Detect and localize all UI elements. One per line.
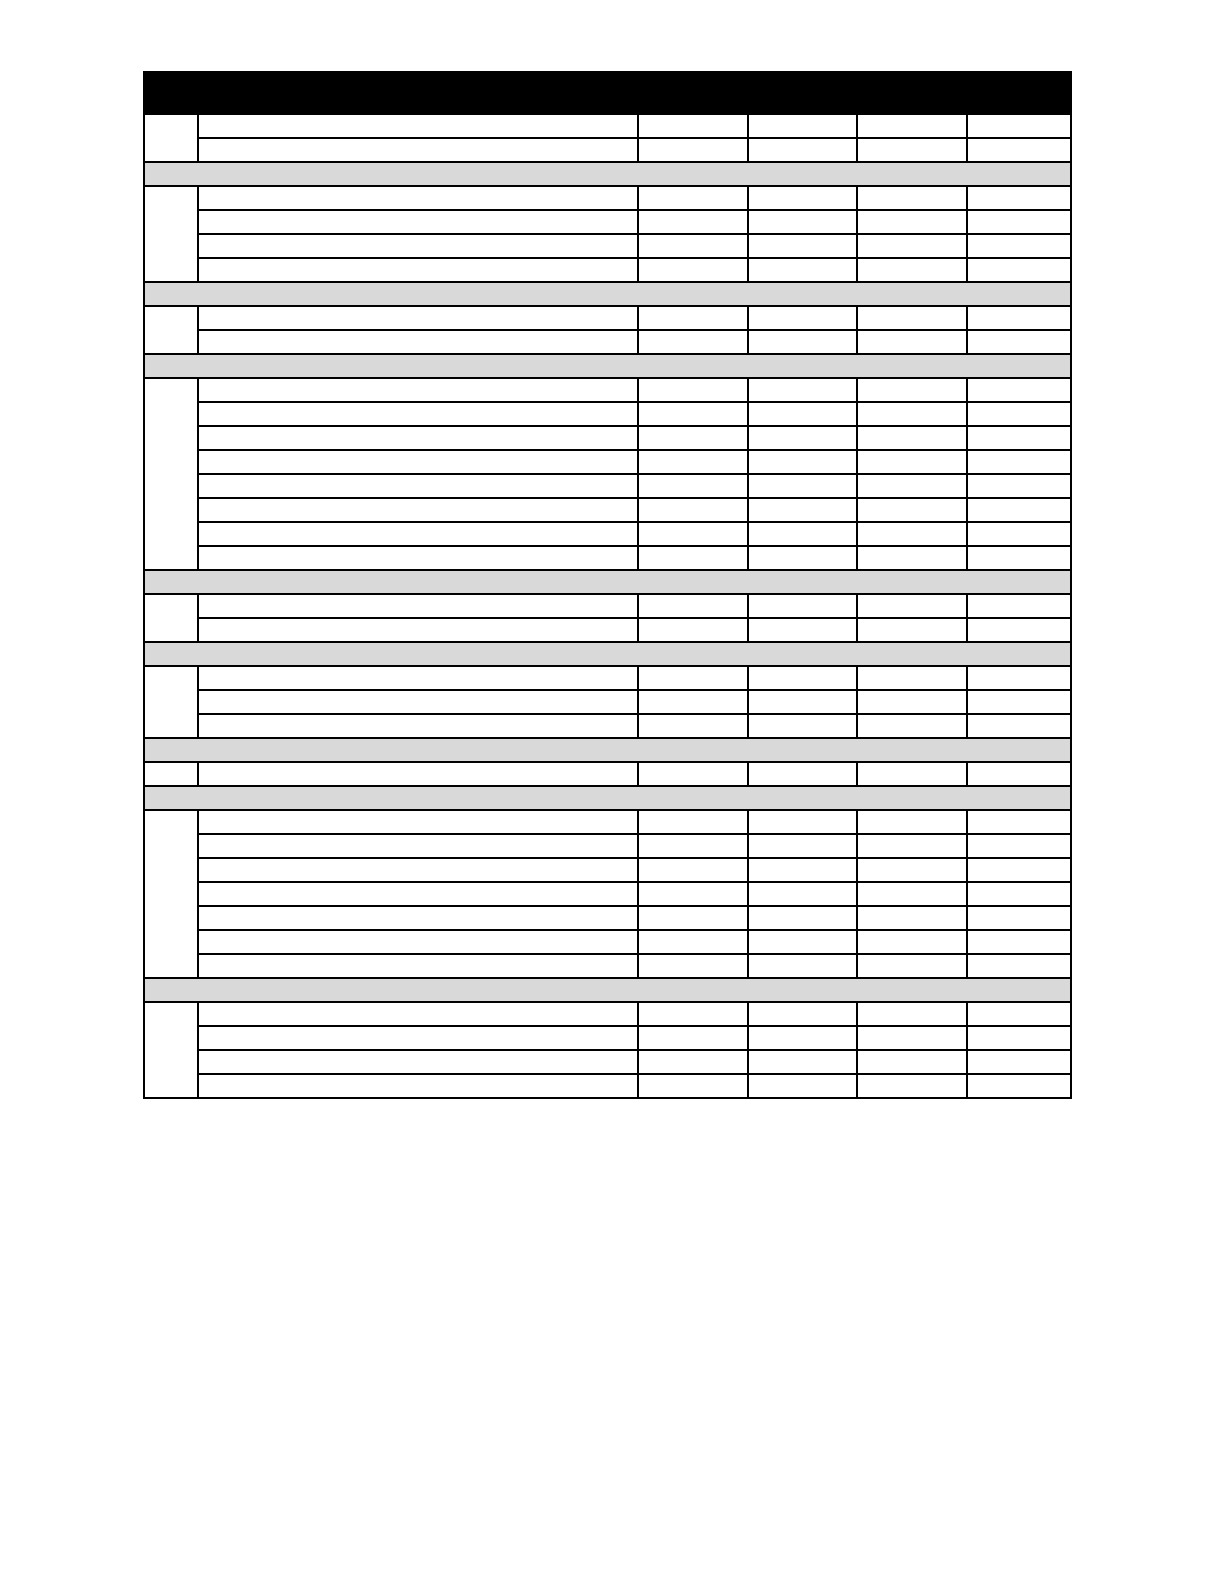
value-cell-4[interactable]	[967, 138, 1071, 162]
value-cell-4[interactable]	[967, 546, 1071, 570]
value-cell-1[interactable]	[638, 522, 748, 546]
value-cell-1[interactable]	[638, 546, 748, 570]
table-row	[144, 402, 1071, 426]
value-cell-2[interactable]	[748, 906, 857, 930]
value-cell-3[interactable]	[857, 306, 967, 330]
value-cell-1[interactable]	[638, 138, 748, 162]
value-cell-1[interactable]	[638, 882, 748, 906]
value-cell-3[interactable]	[857, 498, 967, 522]
value-cell-1[interactable]	[638, 378, 748, 402]
value-cell-2[interactable]	[748, 882, 857, 906]
value-cell-2[interactable]	[748, 954, 857, 978]
value-cell-2[interactable]	[748, 474, 857, 498]
value-cell-4[interactable]	[967, 1050, 1071, 1074]
value-cell-4[interactable]	[967, 522, 1071, 546]
table-row	[144, 906, 1071, 930]
value-cell-3[interactable]	[857, 330, 967, 354]
value-cell-3[interactable]	[857, 450, 967, 474]
table-row	[144, 1050, 1071, 1074]
value-cell-1[interactable]	[638, 666, 748, 690]
value-cell-1[interactable]	[638, 834, 748, 858]
table-row	[144, 450, 1071, 474]
value-cell-2[interactable]	[748, 834, 857, 858]
value-cell-1[interactable]	[638, 258, 748, 282]
value-cell-2[interactable]	[748, 594, 857, 618]
value-cell-2[interactable]	[748, 714, 857, 738]
table-row	[144, 234, 1071, 258]
value-cell-1[interactable]	[638, 402, 748, 426]
value-cell-3[interactable]	[857, 426, 967, 450]
table-row	[144, 210, 1071, 234]
value-cell-2[interactable]	[748, 690, 857, 714]
value-cell-3[interactable]	[857, 402, 967, 426]
section-header-row	[144, 978, 1071, 1002]
item-description-cell[interactable]	[198, 930, 638, 954]
value-cell-3[interactable]	[857, 954, 967, 978]
value-cell-4[interactable]	[967, 210, 1071, 234]
value-cell-4[interactable]	[967, 690, 1071, 714]
value-cell-3[interactable]	[857, 858, 967, 882]
value-cell-1[interactable]	[638, 714, 748, 738]
value-cell-2[interactable]	[748, 330, 857, 354]
table-row	[144, 618, 1071, 642]
section-header-row	[144, 642, 1071, 666]
item-description-cell[interactable]	[198, 474, 638, 498]
table-row	[144, 498, 1071, 522]
item-description-cell[interactable]	[198, 306, 638, 330]
table-row	[144, 858, 1071, 882]
table-row	[144, 522, 1071, 546]
value-cell-3[interactable]	[857, 522, 967, 546]
table-row	[144, 810, 1071, 834]
value-cell-4[interactable]	[967, 858, 1071, 882]
value-cell-3[interactable]	[857, 690, 967, 714]
value-cell-2[interactable]	[748, 858, 857, 882]
item-description-cell[interactable]	[198, 834, 638, 858]
table-row	[144, 666, 1071, 690]
item-description-cell[interactable]	[198, 858, 638, 882]
section-header-row	[144, 354, 1071, 378]
value-cell-4[interactable]	[967, 1074, 1071, 1098]
value-cell-4[interactable]	[967, 114, 1071, 138]
value-cell-2[interactable]	[748, 114, 857, 138]
value-cell-1[interactable]	[638, 930, 748, 954]
value-cell-1[interactable]	[638, 906, 748, 930]
form-table	[143, 71, 1072, 1099]
value-cell-4[interactable]	[967, 930, 1071, 954]
item-description-cell[interactable]	[198, 114, 638, 138]
value-cell-4[interactable]	[967, 714, 1071, 738]
value-cell-3[interactable]	[857, 810, 967, 834]
value-cell-4[interactable]	[967, 234, 1071, 258]
item-description-cell[interactable]	[198, 1026, 638, 1050]
value-cell-3[interactable]	[857, 618, 967, 642]
value-cell-1[interactable]	[638, 186, 748, 210]
item-description-cell[interactable]	[198, 714, 638, 738]
item-description-cell[interactable]	[198, 906, 638, 930]
value-cell-2[interactable]	[748, 810, 857, 834]
table-row	[144, 474, 1071, 498]
table-row	[144, 546, 1071, 570]
value-cell-3[interactable]	[857, 234, 967, 258]
table-row	[144, 186, 1071, 210]
item-description-cell[interactable]	[198, 618, 638, 642]
value-cell-4[interactable]	[967, 450, 1071, 474]
item-description-cell[interactable]	[198, 1050, 638, 1074]
item-description-cell[interactable]	[198, 666, 638, 690]
value-cell-2[interactable]	[748, 1002, 857, 1026]
value-cell-4[interactable]	[967, 402, 1071, 426]
value-cell-3[interactable]	[857, 930, 967, 954]
value-cell-3[interactable]	[857, 714, 967, 738]
section-header-row	[144, 786, 1071, 810]
table-row	[144, 594, 1071, 618]
value-cell-3[interactable]	[857, 186, 967, 210]
item-description-cell[interactable]	[198, 258, 638, 282]
value-cell-4[interactable]	[967, 1002, 1071, 1026]
table-row	[144, 114, 1071, 138]
value-cell-1[interactable]	[638, 1002, 748, 1026]
item-description-cell[interactable]	[198, 330, 638, 354]
value-cell-2[interactable]	[748, 498, 857, 522]
value-cell-4[interactable]	[967, 258, 1071, 282]
table-row	[144, 306, 1071, 330]
value-cell-1[interactable]	[638, 1050, 748, 1074]
value-cell-3[interactable]	[857, 594, 967, 618]
item-description-cell[interactable]	[198, 210, 638, 234]
value-cell-4[interactable]	[967, 906, 1071, 930]
table-row	[144, 762, 1071, 786]
value-cell-4[interactable]	[967, 378, 1071, 402]
value-cell-2[interactable]	[748, 546, 857, 570]
table-row	[144, 882, 1071, 906]
value-cell-3[interactable]	[857, 1050, 967, 1074]
value-cell-2[interactable]	[748, 666, 857, 690]
value-cell-2[interactable]	[748, 402, 857, 426]
value-cell-1[interactable]	[638, 234, 748, 258]
value-cell-3[interactable]	[857, 834, 967, 858]
value-cell-3[interactable]	[857, 1026, 967, 1050]
value-cell-4[interactable]	[967, 498, 1071, 522]
value-cell-2[interactable]	[748, 258, 857, 282]
section-title	[144, 162, 1071, 186]
value-cell-2[interactable]	[748, 522, 857, 546]
value-cell-4[interactable]	[967, 882, 1071, 906]
section-header-row	[144, 162, 1071, 186]
value-cell-1[interactable]	[638, 330, 748, 354]
value-cell-2[interactable]	[748, 234, 857, 258]
value-cell-1[interactable]	[638, 306, 748, 330]
item-description-cell[interactable]	[198, 378, 638, 402]
item-description-cell[interactable]	[198, 810, 638, 834]
section-title	[144, 570, 1071, 594]
table-row	[144, 330, 1071, 354]
value-cell-1[interactable]	[638, 114, 748, 138]
value-cell-4[interactable]	[967, 810, 1071, 834]
group-label-cell	[144, 378, 198, 570]
item-description-cell[interactable]	[198, 1002, 638, 1026]
value-cell-3[interactable]	[857, 210, 967, 234]
value-cell-3[interactable]	[857, 762, 967, 786]
value-cell-4[interactable]	[967, 762, 1071, 786]
group-label-cell	[144, 810, 198, 978]
section-title	[144, 354, 1071, 378]
value-cell-3[interactable]	[857, 882, 967, 906]
item-description-cell[interactable]	[198, 882, 638, 906]
value-cell-4[interactable]	[967, 186, 1071, 210]
table-row	[144, 690, 1071, 714]
value-cell-3[interactable]	[857, 666, 967, 690]
value-cell-3[interactable]	[857, 546, 967, 570]
value-cell-3[interactable]	[857, 906, 967, 930]
value-cell-4[interactable]	[967, 330, 1071, 354]
group-label-cell	[144, 114, 198, 162]
group-label-cell	[144, 666, 198, 738]
table-row	[144, 1002, 1071, 1026]
table-row	[144, 714, 1071, 738]
value-cell-3[interactable]	[857, 474, 967, 498]
item-description-cell[interactable]	[198, 690, 638, 714]
value-cell-1[interactable]	[638, 762, 748, 786]
table-header-row	[144, 72, 1071, 114]
group-label-cell	[144, 306, 198, 354]
value-cell-2[interactable]	[748, 618, 857, 642]
value-cell-3[interactable]	[857, 114, 967, 138]
value-cell-1[interactable]	[638, 474, 748, 498]
value-cell-2[interactable]	[748, 930, 857, 954]
table-row	[144, 426, 1071, 450]
section-title	[144, 642, 1071, 666]
section-header-row	[144, 570, 1071, 594]
value-cell-4[interactable]	[967, 618, 1071, 642]
value-cell-2[interactable]	[748, 210, 857, 234]
value-cell-1[interactable]	[638, 810, 748, 834]
table-header-cell	[144, 72, 1071, 114]
group-label-cell	[144, 594, 198, 642]
value-cell-3[interactable]	[857, 378, 967, 402]
form-table-body	[144, 72, 1071, 1098]
value-cell-2[interactable]	[748, 138, 857, 162]
value-cell-3[interactable]	[857, 1074, 967, 1098]
value-cell-2[interactable]	[748, 450, 857, 474]
value-cell-1[interactable]	[638, 498, 748, 522]
value-cell-3[interactable]	[857, 138, 967, 162]
group-label-cell	[144, 1002, 198, 1098]
value-cell-3[interactable]	[857, 258, 967, 282]
item-description-cell[interactable]	[198, 762, 638, 786]
item-description-cell[interactable]	[198, 426, 638, 450]
section-title	[144, 978, 1071, 1002]
item-description-cell[interactable]	[198, 234, 638, 258]
value-cell-1[interactable]	[638, 1074, 748, 1098]
section-header-row	[144, 282, 1071, 306]
item-description-cell[interactable]	[198, 1074, 638, 1098]
section-title	[144, 282, 1071, 306]
table-row	[144, 1074, 1071, 1098]
value-cell-4[interactable]	[967, 426, 1071, 450]
value-cell-1[interactable]	[638, 426, 748, 450]
table-row	[144, 258, 1071, 282]
item-description-cell[interactable]	[198, 498, 638, 522]
item-description-cell[interactable]	[198, 186, 638, 210]
value-cell-1[interactable]	[638, 690, 748, 714]
item-description-cell[interactable]	[198, 402, 638, 426]
table-row	[144, 954, 1071, 978]
value-cell-1[interactable]	[638, 210, 748, 234]
section-title	[144, 786, 1071, 810]
value-cell-4[interactable]	[967, 666, 1071, 690]
value-cell-2[interactable]	[748, 1026, 857, 1050]
table-row	[144, 1026, 1071, 1050]
value-cell-1[interactable]	[638, 1026, 748, 1050]
value-cell-4[interactable]	[967, 474, 1071, 498]
value-cell-2[interactable]	[748, 1050, 857, 1074]
item-description-cell[interactable]	[198, 546, 638, 570]
value-cell-2[interactable]	[748, 1074, 857, 1098]
value-cell-1[interactable]	[638, 450, 748, 474]
value-cell-4[interactable]	[967, 834, 1071, 858]
value-cell-4[interactable]	[967, 306, 1071, 330]
table-row	[144, 138, 1071, 162]
value-cell-2[interactable]	[748, 378, 857, 402]
value-cell-3[interactable]	[857, 1002, 967, 1026]
table-row	[144, 930, 1071, 954]
item-description-cell[interactable]	[198, 450, 638, 474]
item-description-cell[interactable]	[198, 954, 638, 978]
value-cell-2[interactable]	[748, 306, 857, 330]
value-cell-2[interactable]	[748, 762, 857, 786]
item-description-cell[interactable]	[198, 594, 638, 618]
table-row	[144, 378, 1071, 402]
table-row	[144, 834, 1071, 858]
value-cell-1[interactable]	[638, 954, 748, 978]
section-header-row	[144, 738, 1071, 762]
item-description-cell[interactable]	[198, 522, 638, 546]
value-cell-2[interactable]	[748, 186, 857, 210]
value-cell-4[interactable]	[967, 1026, 1071, 1050]
value-cell-2[interactable]	[748, 426, 857, 450]
value-cell-1[interactable]	[638, 618, 748, 642]
value-cell-1[interactable]	[638, 858, 748, 882]
section-title	[144, 738, 1071, 762]
group-label-cell	[144, 186, 198, 282]
group-label-cell	[144, 762, 198, 786]
value-cell-1[interactable]	[638, 594, 748, 618]
value-cell-4[interactable]	[967, 954, 1071, 978]
value-cell-4[interactable]	[967, 594, 1071, 618]
item-description-cell[interactable]	[198, 138, 638, 162]
